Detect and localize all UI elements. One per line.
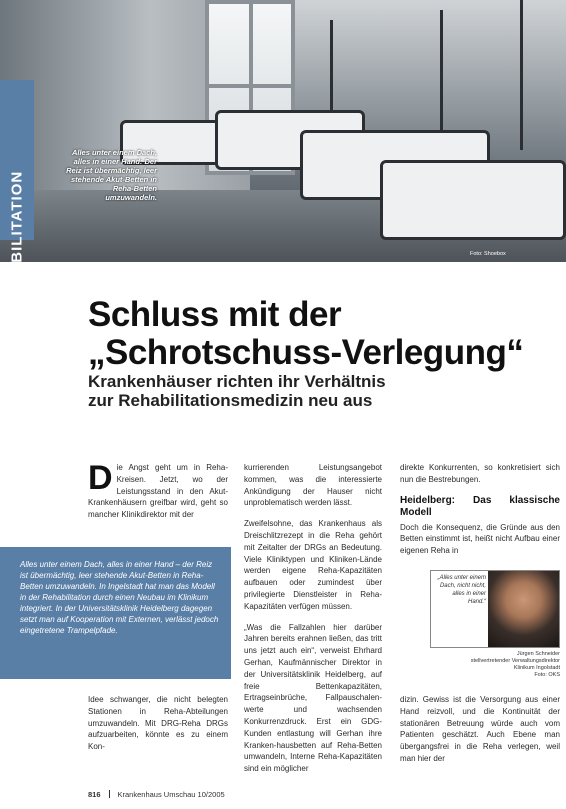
subheadline <box>88 372 558 410</box>
portrait-quote: „Alles unter einem Dach, nicht nicht, alles in einer Hand.“ <box>437 575 486 605</box>
portrait-role: stellvertretender Verwaltungsdirektor <box>470 658 560 664</box>
headline-line-1: Schluss mit der <box>88 295 342 334</box>
photo-iv-pole <box>440 10 443 140</box>
portrait-credit: Foto: OKS <box>534 672 560 678</box>
paragraph: kurrierenden Leistungsangebot kommen, was die interessierte Ankündigung der Hauser nicht unproblematisch werden lässt. <box>244 463 382 508</box>
paragraph: ie Angst geht um in Reha-Kreisen. Jetzt, wo der Leistungsstand in den Akut-Krankenhäusern greifbar wird, geht so mancher Klinikdirektor mit der <box>88 463 228 520</box>
headline <box>88 296 558 372</box>
header-photo <box>0 0 566 262</box>
article-column-1-continued: Idee schwanger, die nicht belegten Stationen in Reha-Abteilungen umzuwandeln. Mit DRG-Reha DRGs aufzuarbeiten, könnte es zu einem Kon- <box>88 695 228 752</box>
portrait-photo <box>488 571 559 647</box>
article-column-3 <box>400 462 560 566</box>
page-footer <box>88 790 225 799</box>
drop-cap: D <box>88 459 113 497</box>
portrait-org: Klinikum Ingolstadt <box>513 665 560 671</box>
paragraph: direkte Konkurrenten, so konkretisiert sich nun die Bestrebungen. <box>400 463 560 484</box>
portrait-caption <box>400 651 560 679</box>
article-column-1 <box>88 459 228 530</box>
paragraph: Zweifelsohne, das Krankenhaus als Dreischlitzrezept in die Reha gehört mit Zeitalter der DRGs an Bedeutung. Viele Kliniktypen und Kliniken-Lände werden eigene Reha-Kapazitäten aufbauen oder zumindest über privilegierte Dienstleister in Reha-Kapazitäten verfügen müssen. <box>244 519 382 611</box>
headline-line-2: „Schrotschuss-Verlegung“ <box>88 333 524 372</box>
paragraph: Doch die Konsequenz, die Gründe aus den Betten einstimmt ist, heißt nicht Aufbau einer eigenen Reha in <box>400 522 560 556</box>
section-tab <box>0 80 34 310</box>
subheadline-line-1: Krankenhäuser richten ihr Verhältnis <box>88 372 386 391</box>
portrait-name: Jürgen Schneider <box>516 651 560 657</box>
paragraph: „Was die Fallzahlen hier darüber Jahren bereits erahnen ließen, das tritt uns jetzt auch ein“, verweist Ehrhard Gerhan, Kaufmännischer Direktor in der Universitätsklinik Heidelberg, auf freie Bettenkapazitäten, Ertragseinbrüche, Fallpauschalen-werte und wachsenden Konkurrenzdruck. Erst ein GDG-Kunden entlastung will Gerhan ihre Kranken-hausbetten auf Reha-Betten umwandeln, Interne Reha-Kapazitäten sind ein möglicher <box>244 622 382 774</box>
subheadline-line-2: zur Rehabilitationsmedizin neu aus <box>88 391 373 410</box>
article-column-3-continued: dizin. Gewiss ist die Versorgung aus einer Hand reizvoll, und die Kontinuität der stationären Betreuung würde auch vom Patienten geschätzt. Auch Ebene man übergangsfrei in die Reha verlegen, weil man hier der <box>400 695 560 763</box>
pull-quote: Alles unter einem Dach, alles in einer Hand – der Reiz ist übermächtig, leer stehende Akut-Betten in Reha-Betten umzuwandeln. In Ingelstadt hat man das Modell in der Rehabilitation durch einen Neubau im Klinikum integriert. In der Universitätsklinik Heidelberg dagegen setzt man auf Kooperation mit Externen, verlässt jedoch eingetretene Trampelpfade. <box>0 547 231 679</box>
section-heading: Heidelberg: Das klassische Modell <box>400 494 560 518</box>
photo-iv-pole <box>520 0 523 150</box>
section-label: REHABILITATION <box>8 170 26 310</box>
photo-credit: Foto: Shoebox <box>470 251 506 257</box>
photo-caption: Alles unter einem Dach, alles in einer Hand: Der Reiz ist übermächtig, leer stehende Akut-Betten in Reha-Betten umzuwandeln. <box>66 148 157 202</box>
photo-bed <box>380 160 566 240</box>
footer-divider <box>109 790 110 798</box>
publication-name: Krankenhaus Umschau 10/2005 <box>117 790 225 799</box>
article-column-2 <box>244 462 382 784</box>
page-number: 816 <box>88 790 101 799</box>
